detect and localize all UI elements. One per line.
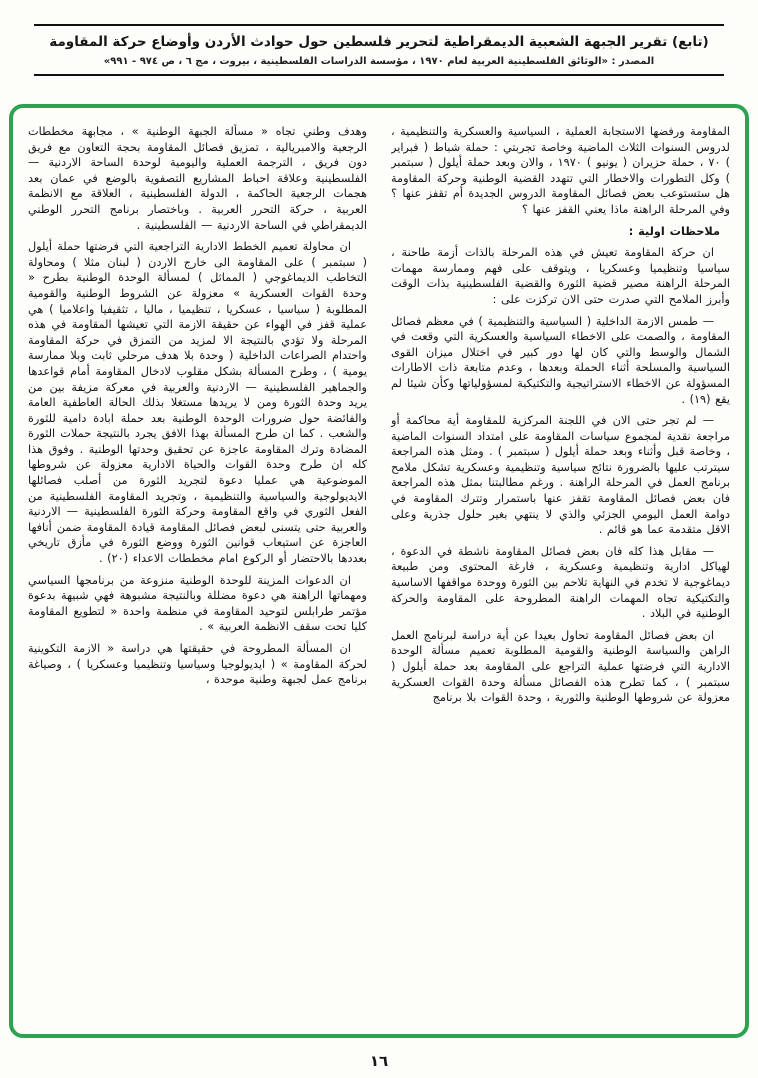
page-header xyxy=(34,24,724,76)
paragraph: ان حركة المقاومة تعيش في هذه المرحلة بالذات أزمة طاحنة ، سياسيا وتنظيميا وعسكريا ، ويتوقف على فهم وممارسة مهمات المرحلة الراهنة مصير قضية الثورة والقضية الفلسطينية بذات الوقت وأبرز الملامح التي صدرت حتى الان تركزت على : xyxy=(391,246,730,306)
paragraph: ان محاولة تعميم الخطط الادارية التراجعية التي فرضتها حملة أيلول ( سبتمبر ) على المقاومة الى خارج الاردن ( لبنان مثلا ) ومحاولة التخاطب الديماغوجي ( المماثل ) لمسألة الوحدة الوطنية بطرح « وحدة القوات العسكرية » معزولة عن الشروط الوطنية والقومية المطلوبة ( سياسيا ، عسكريا ، تنظيميا ، ماليا ، تثقيفيا واعلاميا ) هي عملية قفز في الهواء عن حقيقة الازمة التي تعيشها المقاومة في هذه المرحلة ولا تؤدي بالنتيجة الا لمزيد من التمزق في حركة المقاومة واحتدام الصراعات الداخلية ( وحدة بلا هدف مرحلي ثابت وبلا ممارسة يومية ) ، وطرح المسألة بشكل مقلوب لادخال المقاومة أمام قواعدها والجماهير الفلسطينية — الاردنية والعربية في معركة مزيفة بين من يريد وحدة الثورة ومن لا يريدها مستغلا بذلك الحالة العاطفية العامة والفائضة حول ضرورات الوحدة الوطنية بعد حملة ابادة دامية للثورة والشعب . كما ان طرح المسألة بهذا الافق يجرد بالنتيجة حملات الثورة المضادة وترك المقاومة عاجزة عن تحقيق وحدتها الوطنية . وفوق هذا كله ان طرح وحدة القوات والحياة الادارية معزولة عن شروطها الموضوعية هي عمليا دعوة لتجريد الثورة من أصلب فصائلها الايديولوجية والسياسية والتنظيمية ، وتجريد المقاومة الفلسطينية من الفعل الثوري في واقع المقاومة وحركة الثورة الفلسطينية — الاردنية والعربية حتى يتسنى لبعض فصائل المقاومة قيادة المقاومة ضمن أنافها العاجزة عن استيعاب قوانين الثورة ووضع الثورة في مأزق تاريخي بعددها بالاحتضار أو الركوع امام مخططات الاعداء (٢٠) . xyxy=(28,240,367,566)
column-left xyxy=(28,124,367,1022)
paragraph: — طمس الازمة الداخلية ( السياسية والتنظيمية ) في معظم فصائل المقاومة ، والصمت على الاخطاء السياسية والعسكرية التي وقعت في الشمال والوسط والتي كان لها دور كبير في اختلال ميزان القوى السياسية والمسلحة أثناء الحملة وبعدها ، وعدم متابعة ذات الاطارات المسؤولة عن الاخطاء الاستراتيجية والتكتيكية لمسؤولياتها وكأن شيئا لم يقع (١٩) . xyxy=(391,314,730,406)
source-line: المصدر : «الوثائق الفلسطينية العربية لعام ١٩٧٠ ، مؤسسة الدراسات الفلسطينية ، بيروت ، مج ٦ ، ص ٩٧٤ - ٩٩١» xyxy=(103,55,655,67)
paragraph: المقاومة ورفضها الاستجابة العملية ، السياسية والعسكرية والتنظيمية ، لدروس السنوات الثلاث الماضية وخاصة تجربتي : حملة شباط ( فبراير ) ٧٠ ، حملة حزيران ( يونيو ) ١٩٧٠ ، والان وبعد حملة أيلول ( سبتمبر ) وكل التطورات والاخطار التي تتهدد القضية الوطنية وحركة المقاومة هل ستستوعب بعض فصائل المقاومة الدروس الجديدة أم تقفز عنها ؟ وفي المرحلة الراهنة ماذا يعني القفز عنها ؟ xyxy=(391,125,730,216)
paragraph: — مقابل هذا كله فان بعض فصائل المقاومة ناشطة في الدعوة ، لهياكل ادارية وتنظيمية وعسكرية ، فارغة المحتوى ومن طبيعة ديماغوجية لا تخدم في النهاية تلاحم بين الثورة ووحدة مواقفها الاساسية والتكتيكية تجاه المهمات الراهنة المطروحة على المقاومة والحركة الوطنية في البلاد . xyxy=(391,544,730,621)
section-heading: ملاحظات اولية : xyxy=(628,224,720,238)
paragraph: ان الدعوات المزينة للوحدة الوطنية منزوعة من برنامجها السياسي ومهماتها الراهنة هي دعوة مضللة وبالنتيجة مشبوهة فهي شبيهة بدعوة مؤتمر طرابلس لتوحيد المقاومة في منظمة واحدة « لتطويع المقاومة كليا تحت سقف الانظمة العربية » . xyxy=(28,573,367,634)
column-right xyxy=(391,124,730,1022)
paragraph: ان بعض فصائل المقاومة تحاول بعيدا عن أية دراسة لبرنامج العمل الراهن والسياسة الوطنية والقومية المطلوبة تعميم مسألة الوحدة الادارية التي فرضتها عملية التراجع على المقاومة بعد حملة أيلول ( سبتمبر ) ، كما تطرح هذه الفصائل مسألة وحدة القوات العسكرية معزولة عن شروطها الوطنية والثورية ، وحدة القوات بلا برنامج xyxy=(391,628,730,705)
page-number: ١٦ xyxy=(369,1052,389,1070)
paragraph: ان المسألة المطروحة في حقيقتها هي دراسة « الازمة التكوينية لحركة المقاومة » ( ايديولوجيا وسياسيا وتنظيميا وعسكريا ) ، وصياغة برنامج عمل لجبهة وطنية موحدة ، xyxy=(28,642,367,687)
paragraph: — لم تجر حتى الان في اللجنة المركزية للمقاومة أية محاكمة أو مراجعة نقدية لمجموع سياسات المقاومة على امتداد السنوات الماضية ، وخاصة قبل وأثناء وبعد حملة أيلول ( سبتمبر ) . ومثل هذه المراجعة سيترتب عليها بالضرورة نتائج سياسية وتنظيمية وعسكرية تشكل ملامح برنامج العمل في المرحلة الراهنة . ورغم مطالبتنا بمثل هذه المراجعة فان بعض فصائل المقاومة تقفز عنها باستمرار وتترك المقاومة في دوامة العمل اليومي الجزئي والذي لا ينتهي بغير حلول جذرية وعلى الاقل متقدمة عما هو قائم . xyxy=(391,414,730,537)
two-column-text xyxy=(28,124,730,1022)
header-rule-top xyxy=(34,24,724,26)
header-rule-bottom xyxy=(34,74,724,76)
paragraph: وهدف وطني تجاه « مسألة الجبهة الوطنية » ، مجابهة مخططات الرجعية والامبريالية ، تمزيق فصائل المقاومة بحجة التعاون مع فريق دون فريق ، الترجمة العملية واليومية لوحدة الساحة الاردنية — الفلسطينية وعلاقة احباط المشاريع التصفوية بالوضع في عمان بعد هجمات الرجعية الحاكمة ، الدولة الفلسطينية ، العلاقة مع الانظمة العربية ، حركة التحرر العربية . وباختصار برنامج التحرر الوطني الديمقراطي في الساحة الاردنية — الفلسطينية . xyxy=(28,125,367,232)
green-content-frame xyxy=(9,104,749,1038)
report-title: (تابع) تقرير الجبهة الشعبية الديمقراطية لتحرير فلسطين حول حوادث الأردن وأوضاع حركة المقاومة xyxy=(49,34,709,50)
